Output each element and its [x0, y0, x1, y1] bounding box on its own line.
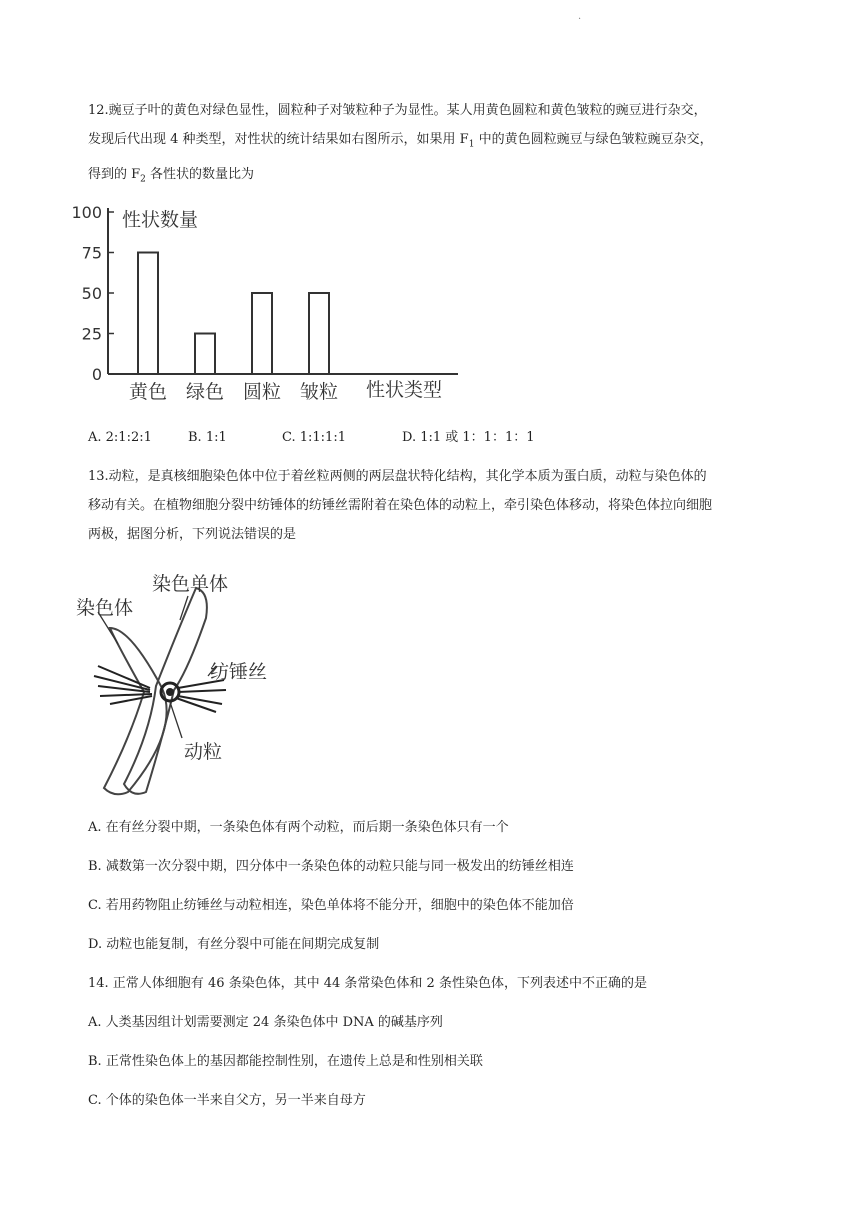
chromosome-diagram [70, 570, 300, 800]
q12-option-c[interactable]: C. 1:1:1:1 [282, 430, 346, 445]
chart-x-label: 性状类型 [366, 379, 443, 401]
q14-option-b[interactable]: B. 正常性染色体上的基因都能控制性别，在遗传上总是和性别相关联 [88, 1054, 483, 1069]
category-label: 皱粒 [299, 381, 339, 403]
q12-line-2: 发现后代出现 4 种类型，对性状的统计结果如右图所示，如果用 $F_1$ 中的黄色圆粒豌豆与绿色皱粒豌豆杂交， [88, 132, 713, 150]
q14-option-c[interactable]: C. 个体的染色体一半来自父方，另一半来自母方 [88, 1093, 366, 1108]
category-label: 黄色 [128, 381, 168, 403]
q12-option-d[interactable]: D. 1:1 或 1：1：1：1 [402, 430, 535, 445]
q13-option-a[interactable]: A. 在有丝分裂中期，一条染色体有两个动粒，而后期一条染色体只有一个 [88, 820, 509, 835]
y-tick-label: 0 [91, 365, 102, 384]
q14-option-a[interactable]: A. 人类基因组计划需要测定 24 条染色体中 DNA 的碱基序列 [88, 1015, 443, 1030]
q13-option-d[interactable]: D. 动粒也能复制，有丝分裂中可能在间期完成复制 [88, 937, 380, 952]
chart-bars [138, 253, 329, 375]
question-14-stem: 14. 正常人体细胞有 46 条染色体，其中 44 条常染色体和 2 条性染色体，下列表述中不正确的是 [88, 976, 647, 991]
q13-line-3: 两极，据图分析，下列说法错误的是 [88, 527, 297, 542]
chart-category-labels [129, 381, 338, 403]
q12-line-3: 得到的 $F_2$ 各性状的数量比为 [88, 166, 255, 185]
q12-line-1: 12.豌豆子叶的黄色对绿色显性，圆粒种子对皱粒种子为显性。某人用黄色圆粒和黄色皱粒的豌豆进行杂交， [88, 103, 707, 118]
bar-2 [252, 293, 272, 374]
q12-option-b[interactable]: B. 1:1 [188, 430, 227, 445]
page-mark: · [578, 14, 582, 25]
label-chromosome: 染色体 [76, 597, 134, 619]
question-13-stem [88, 462, 804, 549]
q12-option-a[interactable]: A. 2:1:2:1 [88, 430, 152, 445]
bar-chart [60, 196, 480, 416]
q13-option-b[interactable]: B. 减数第一次分裂中期，四分体中一条染色体的动粒只能与同一极发出的纺锤丝相连 [88, 859, 574, 874]
question-12-stem [88, 96, 804, 194]
category-label: 圆粒 [242, 381, 282, 403]
label-chromatid: 染色单体 [152, 573, 229, 595]
y-tick-label: 100 [71, 203, 102, 222]
y-tick-label: 50 [81, 284, 102, 303]
chromatid-left [104, 628, 167, 794]
q13-option-c[interactable]: C. 若用药物阻止纺锤丝与动粒相连，染色单体将不能分开，细胞中的染色体不能加倍 [88, 898, 574, 913]
bar-3 [309, 293, 329, 374]
spindle-fibers-right [176, 680, 226, 712]
label-kinetochore: 动粒 [184, 741, 223, 763]
spindle-fibers-left [94, 666, 152, 704]
chart-axes [108, 208, 458, 374]
category-label: 绿色 [185, 381, 225, 403]
kinetochore-inner [166, 688, 174, 696]
bar-1 [195, 334, 215, 375]
bar-0 [138, 253, 158, 375]
q13-line-1: 13.动粒，是真核细胞染色体中位于着丝粒两侧的两层盘状特化结构，其化学本质为蛋白质，动粒与染色体的 [88, 469, 707, 484]
label-spindle: 纺锤丝 [210, 661, 268, 683]
y-tick-label: 25 [81, 324, 102, 344]
pointer-kinetochore [170, 702, 182, 738]
q13-line-2: 移动有关。在植物细胞分裂中纺锤体的纺锤丝需附着在染色体的动粒上，牵引染色体移动，将染色体拉向细胞 [88, 498, 713, 513]
y-tick-label: 75 [81, 243, 102, 263]
chart-title: 性状数量 [122, 209, 199, 231]
